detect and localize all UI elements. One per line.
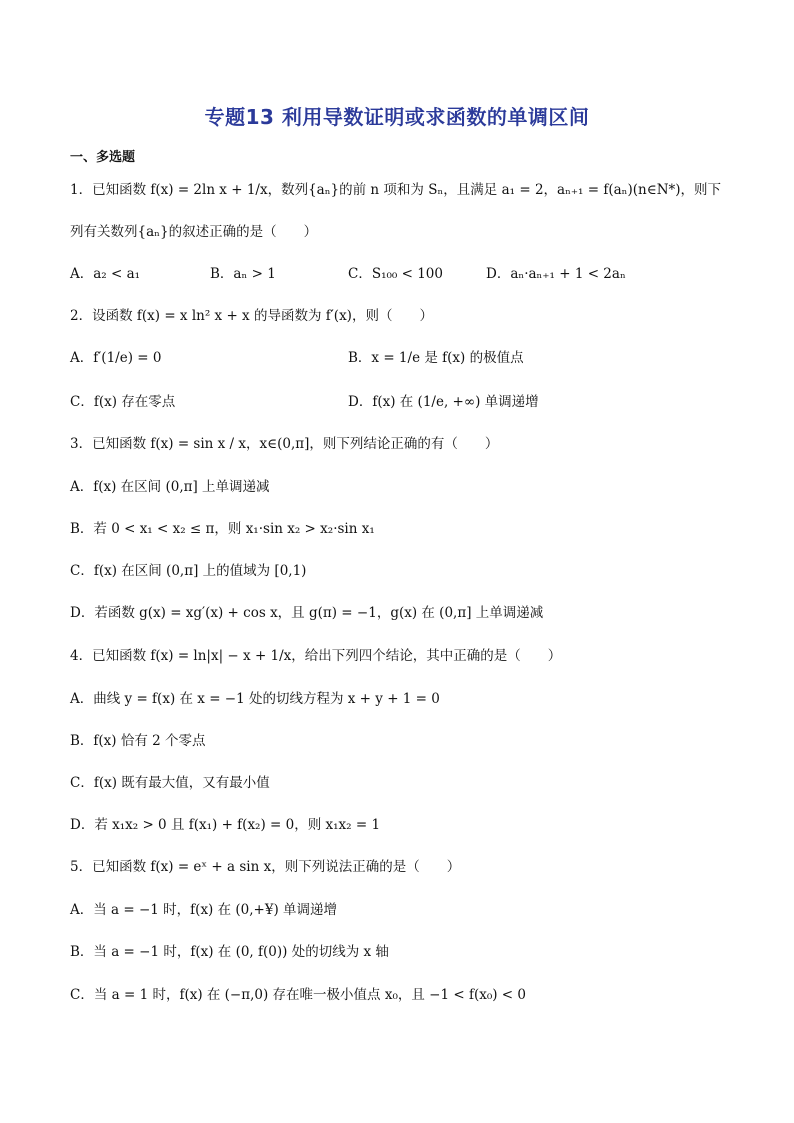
q4-stem: 4．已知函数 f(x) = ln|x| − x + 1/x，给出下列四个结论，其中正确的是（ ） [70, 648, 562, 664]
q1-stem-line1: 1．已知函数 f(x) = 2ln x + 1/x，数列{aₙ}的前 n 项和为 Sₙ，且满足 a₁ = 2，aₙ₊₁ = f(aₙ)(n∈N*)，则下 [70, 182, 722, 198]
page-title: 专题13 利用导数证明或求函数的单调区间 [204, 105, 590, 129]
q1-option-c: C．S₁₀₀ < 100 [348, 266, 443, 282]
q2-option-b: B．x = 1/e 是 f(x) 的极值点 [348, 350, 524, 366]
q4-option-a: A．曲线 y = f(x) 在 x = −1 处的切线方程为 x + y + 1 = 0 [70, 691, 440, 707]
q4-option-c: C．f(x) 既有最大值，又有最小值 [70, 775, 270, 791]
q4-option-b: B．f(x) 恰有 2 个零点 [70, 733, 206, 749]
q5-option-a: A．当 a = −1 时，f(x) 在 (0,+¥) 单调递增 [70, 902, 338, 918]
q1-option-b: B．aₙ > 1 [210, 266, 276, 282]
q3-stem: 3．已知函数 f(x) = sin x / x，x∈(0,π]，则下列结论正确的有（ ） [70, 436, 499, 452]
q2-option-d: D．f(x) 在 (1/e, +∞) 单调递增 [348, 394, 539, 410]
q5-option-c: C．当 a = 1 时，f(x) 在 (−π,0) 存在唯一极小值点 x₀，且 −1 < f(x₀) < 0 [70, 987, 527, 1003]
q2-stem: 2．设函数 f(x) = x ln² x + x 的导函数为 f′(x)，则（ ） [70, 308, 433, 324]
q4-option-d: D．若 x₁x₂ > 0 且 f(x₁) + f(x₂) = 0，则 x₁x₂ = 1 [70, 817, 381, 833]
q1-stem-line2: 列有关数列{aₙ}的叙述正确的是（ ） [70, 224, 318, 240]
q3-option-b: B．若 0 < x₁ < x₂ ≤ π，则 x₁·sin x₂ > x₂·sin x₁ [70, 521, 375, 537]
q3-option-c: C．f(x) 在区间 (0,π] 上的值域为 [0,1) [70, 563, 307, 579]
q1-option-d: D．aₙ·aₙ₊₁ + 1 < 2aₙ [486, 266, 626, 282]
q5-option-b: B．当 a = −1 时，f(x) 在 (0, f(0)) 处的切线为 x 轴 [70, 944, 389, 960]
q2-option-a: A．f′(1/e) = 0 [70, 350, 162, 366]
q3-option-d: D．若函数 g(x) = xg′(x) + cos x，且 g(π) = −1，g(x) 在 (0,π] 上单调递减 [70, 605, 544, 621]
section-heading: 一、多选题 [70, 150, 136, 165]
q5-stem: 5．已知函数 f(x) = eˣ + a sin x，则下列说法正确的是（ ） [70, 859, 461, 875]
q2-option-c: C．f(x) 存在零点 [70, 394, 176, 410]
q3-option-a: A．f(x) 在区间 (0,π] 上单调递减 [70, 479, 270, 495]
q1-option-a: A．a₂ < a₁ [70, 266, 141, 282]
